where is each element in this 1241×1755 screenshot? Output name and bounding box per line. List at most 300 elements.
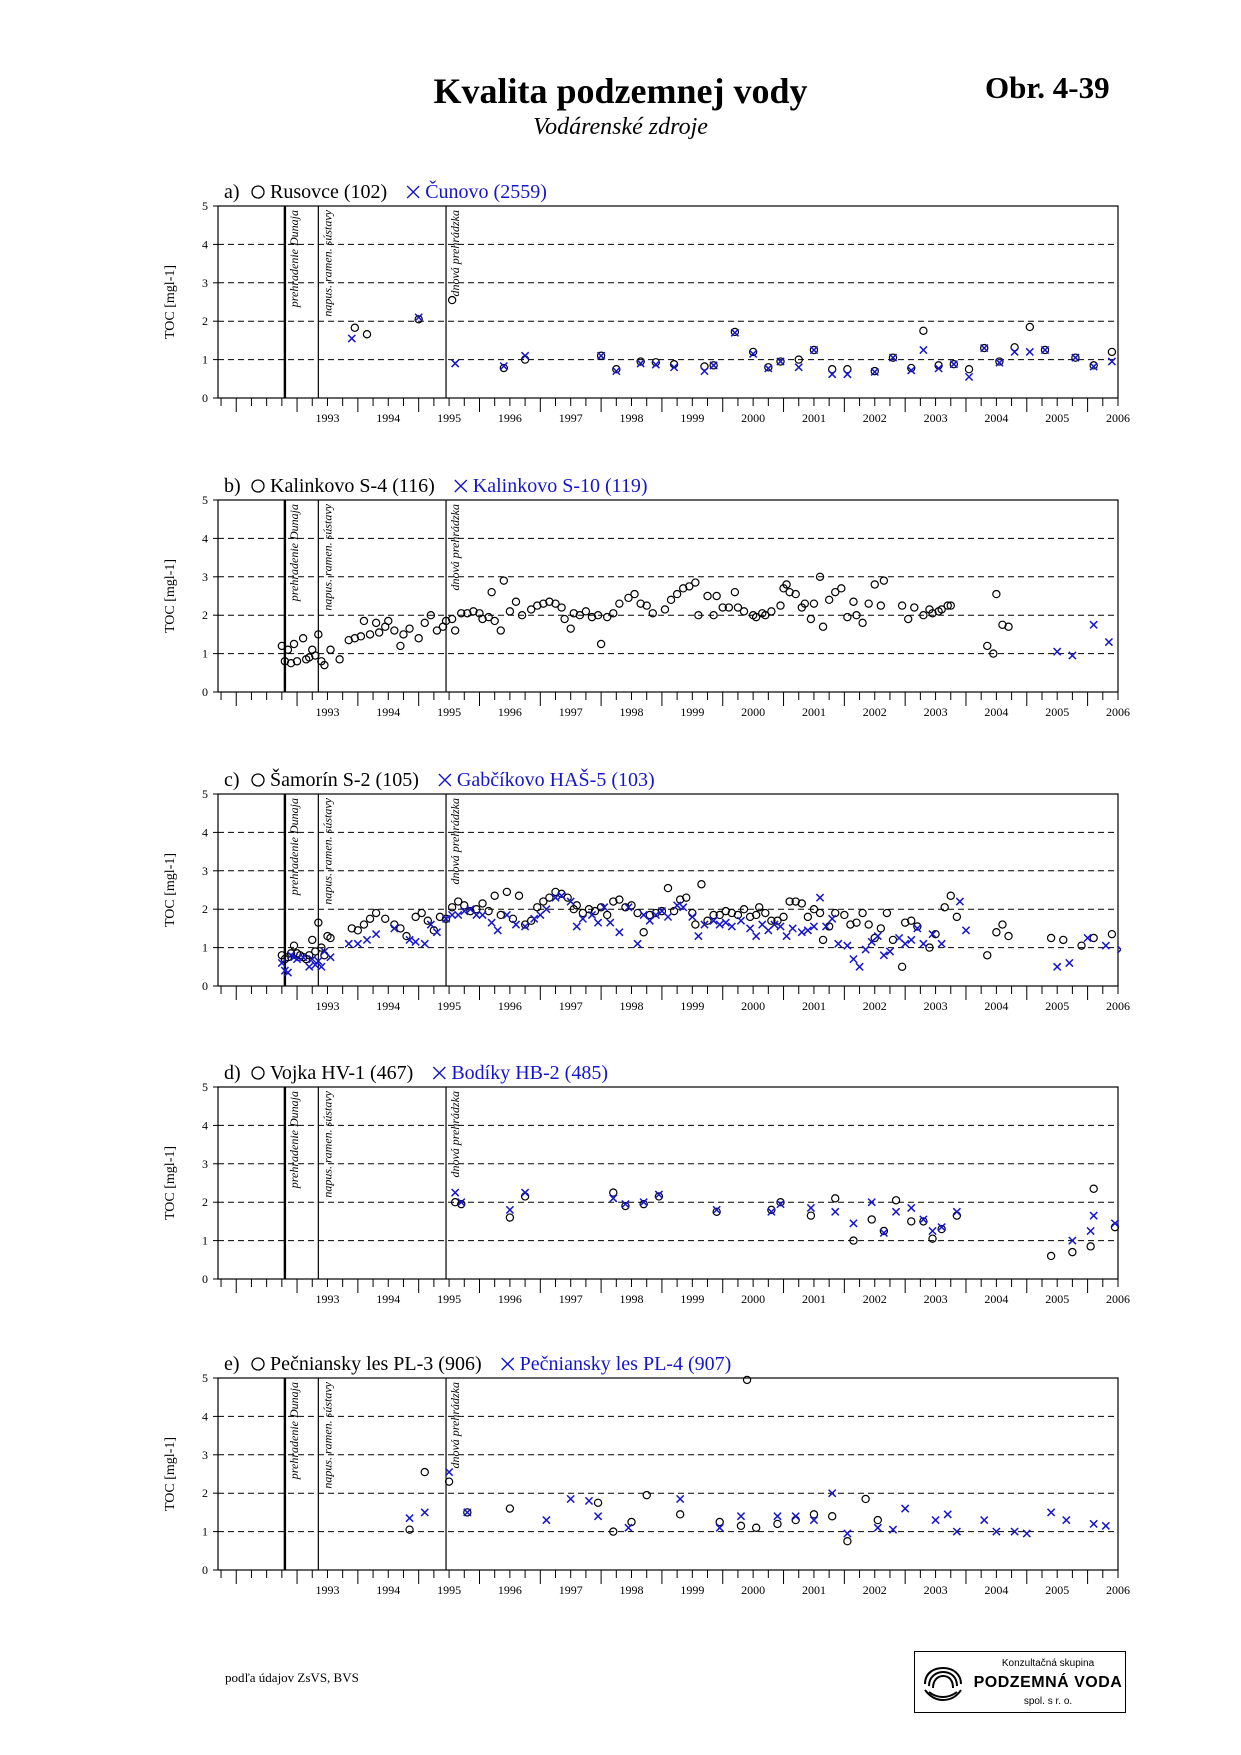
data-point-x [701, 368, 708, 375]
x-tick-label: 2000 [741, 1583, 766, 1597]
data-point-x [1105, 638, 1112, 645]
x-tick-label: 2004 [984, 411, 1009, 425]
data-point-circle [406, 1526, 413, 1533]
data-point-circle [661, 606, 668, 613]
data-point-circle [859, 909, 866, 916]
data-point-circle [677, 1511, 684, 1518]
x-tick-label: 1999 [680, 705, 705, 719]
data-point-x [981, 1516, 988, 1523]
legend-series-1: Vojka HV-1 (467) [270, 1062, 414, 1084]
data-point-circle [500, 577, 507, 584]
x-tick-label: 1999 [680, 1583, 705, 1597]
data-point-circle [774, 1520, 781, 1527]
y-tick-label: 0 [202, 1272, 208, 1286]
x-tick-label: 2003 [923, 705, 948, 719]
data-point-circle [841, 911, 848, 918]
x-tick-label: 2003 [923, 1583, 948, 1597]
logo-wave-icon [921, 1664, 965, 1704]
page-subtitle: Vodárenské zdroje [533, 114, 708, 140]
data-points [278, 573, 1112, 669]
plot-frame [218, 500, 1118, 692]
legend-circle-marker [252, 186, 264, 198]
data-point-circle [400, 631, 407, 638]
data-point-x [789, 925, 796, 932]
data-point-circle [850, 598, 857, 605]
data-point-circle [941, 904, 948, 911]
data-point-x [543, 1516, 550, 1523]
data-point-circle [1048, 1252, 1055, 1259]
y-axis-label: TOC [mgl-1] [163, 558, 178, 634]
x-tick-label: 1994 [376, 1292, 401, 1306]
data-point-x [1072, 354, 1079, 361]
data-point-x [421, 1509, 428, 1516]
data-point-circle [899, 963, 906, 970]
data-point-circle [366, 631, 373, 638]
y-tick-label: 4 [202, 237, 208, 252]
data-point-circle [479, 900, 486, 907]
data-point-circle [792, 1516, 799, 1523]
data-point-x [506, 1206, 513, 1213]
x-tick-label: 1995 [437, 411, 462, 425]
y-axis-label: TOC [mgl-1] [163, 852, 178, 928]
legend-series-2: Bodíky HB-2 (485) [451, 1062, 609, 1084]
data-point-x [1102, 942, 1109, 949]
y-tick-label: 2 [202, 314, 208, 329]
data-point-circle [406, 625, 413, 632]
data-points [406, 1376, 1109, 1544]
x-tick-label: 1996 [497, 1583, 522, 1597]
data-point-circle [1087, 1243, 1094, 1250]
data-point-circle [385, 617, 392, 624]
x-tick-label: 2001 [801, 1583, 826, 1597]
data-point-circle [698, 881, 705, 888]
data-point-x [306, 963, 313, 970]
legend-circle-marker [252, 774, 264, 786]
data-point-circle [1108, 931, 1115, 938]
data-point-x [573, 923, 580, 930]
data-point-circle [561, 615, 568, 622]
plot-frame [218, 1087, 1118, 1279]
data-point-x [1090, 1520, 1097, 1527]
data-point-circle [920, 327, 927, 334]
data-point-x [798, 929, 805, 936]
data-point-x [850, 1220, 857, 1227]
x-tick-label: 1994 [376, 1583, 401, 1597]
data-point-circle [947, 892, 954, 899]
data-point-circle [804, 913, 811, 920]
x-tick-label: 2003 [923, 999, 948, 1013]
data-point-circle [290, 942, 297, 949]
data-point-circle [360, 617, 367, 624]
x-tick-label: 1996 [497, 999, 522, 1013]
data-point-circle [996, 358, 1003, 365]
data-point-circle [844, 1538, 851, 1545]
x-tick-label: 1996 [497, 705, 522, 719]
data-point-x [1023, 1530, 1030, 1537]
data-point-x [488, 919, 495, 926]
data-point-x [695, 932, 702, 939]
data-point-circle [929, 1235, 936, 1242]
data-point-circle [905, 615, 912, 622]
data-point-x [807, 1204, 814, 1211]
data-point-circle [506, 1214, 513, 1221]
x-tick-label: 2002 [862, 1292, 887, 1306]
data-point-circle [503, 888, 510, 895]
data-point-circle [449, 296, 456, 303]
data-point-circle [868, 1216, 875, 1223]
data-point-circle [1078, 942, 1085, 949]
data-point-circle [491, 892, 498, 899]
data-point-circle [336, 656, 343, 663]
y-tick-label: 1 [202, 646, 208, 661]
data-point-x [737, 917, 744, 924]
event-label: prehradenie Dunaja [286, 1382, 301, 1480]
data-point-circle [692, 579, 699, 586]
company-logo [914, 1651, 1126, 1713]
data-point-x [1069, 652, 1076, 659]
data-point-x [594, 1513, 601, 1520]
data-point-x [938, 940, 945, 947]
data-point-x [1011, 348, 1018, 355]
legend-series-2: Pečniansky les PL-4 (907) [519, 1353, 732, 1375]
data-point-circle [756, 904, 763, 911]
data-point-x [455, 911, 462, 918]
legend-circle-marker [252, 480, 264, 492]
x-tick-label: 2005 [1045, 1292, 1070, 1306]
x-tick-label: 1994 [376, 999, 401, 1013]
x-tick-label: 1998 [619, 999, 644, 1013]
y-tick-label: 3 [202, 275, 208, 290]
data-point-x [674, 902, 681, 909]
x-tick-label: 2000 [741, 999, 766, 1013]
x-tick-label: 1993 [315, 411, 340, 425]
data-point-circle [309, 936, 316, 943]
y-tick-label: 2 [202, 902, 208, 917]
data-point-circle [634, 909, 641, 916]
data-point-circle [911, 604, 918, 611]
chart-panel [163, 475, 1130, 719]
x-tick-label: 1997 [558, 1583, 583, 1597]
data-point-circle [859, 619, 866, 626]
legend-x-marker [455, 480, 467, 492]
data-point-x [889, 354, 896, 361]
data-point-circle [753, 1524, 760, 1531]
data-point-circle [1060, 936, 1067, 943]
data-point-x [710, 362, 717, 369]
data-point-circle [373, 619, 380, 626]
data-point-circle [965, 366, 972, 373]
data-point-circle [649, 610, 656, 617]
legend-series-1: Kalinkovo S-4 (116) [270, 475, 435, 497]
data-point-circle [1069, 1249, 1076, 1256]
x-tick-label: 2004 [984, 1292, 1009, 1306]
data-point-circle [674, 590, 681, 597]
legend-series-2: Kalinkovo S-10 (119) [472, 475, 648, 497]
logo-line-2: PODZEMNÁ VODA [973, 1674, 1123, 1691]
event-label: dnová prehrádzka [448, 210, 463, 297]
data-point-x [950, 361, 957, 368]
y-tick-label: 0 [202, 1563, 208, 1577]
data-point-circle [829, 1513, 836, 1520]
data-point-circle [485, 908, 492, 915]
x-tick-label: 1996 [497, 411, 522, 425]
event-label: napus. ramen. sústavy [320, 1091, 335, 1198]
y-tick-label: 1 [202, 352, 208, 367]
data-point-x [1090, 1212, 1097, 1219]
y-tick-label: 2 [202, 1195, 208, 1210]
y-tick-label: 2 [202, 608, 208, 623]
data-point-x [856, 963, 863, 970]
panel-letter: c) [224, 769, 240, 791]
data-point-circle [844, 614, 851, 621]
data-point-x [829, 371, 836, 378]
data-point-circle [506, 1505, 513, 1512]
data-point-x [835, 940, 842, 947]
data-point-x [892, 1208, 899, 1215]
x-tick-label: 2005 [1045, 411, 1070, 425]
x-tick-label: 1997 [558, 1292, 583, 1306]
data-point-circle [768, 608, 775, 615]
data-point-x [932, 1516, 939, 1523]
data-point-x [810, 923, 817, 930]
x-tick-label: 1995 [437, 1583, 462, 1597]
legend-circle-marker [252, 1067, 264, 1079]
data-point-x [348, 335, 355, 342]
x-tick-label: 1993 [315, 1583, 340, 1597]
data-point-circle [391, 627, 398, 634]
x-tick-label: 2006 [1106, 1292, 1130, 1306]
y-tick-label: 2 [202, 1486, 208, 1501]
data-point-circle [290, 640, 297, 647]
data-point-circle [874, 1516, 881, 1523]
y-tick-label: 3 [202, 1156, 208, 1171]
data-point-x [880, 952, 887, 959]
y-tick-label: 0 [202, 685, 208, 699]
data-point-circle [862, 1495, 869, 1502]
x-tick-label: 2004 [984, 1583, 1009, 1597]
data-point-circle [877, 925, 884, 932]
data-point-circle [452, 627, 459, 634]
data-point-x [1063, 1516, 1070, 1523]
data-point-x [521, 1189, 528, 1196]
data-point-x [1108, 358, 1115, 365]
legend-circle-marker [252, 1358, 264, 1370]
x-tick-label: 2006 [1106, 705, 1130, 719]
data-point-x [354, 940, 361, 947]
data-point-circle [1108, 348, 1115, 355]
data-point-circle [731, 589, 738, 596]
x-tick-label: 2001 [801, 999, 826, 1013]
data-point-x [406, 1515, 413, 1522]
x-tick-label: 1998 [619, 705, 644, 719]
data-point-circle [515, 892, 522, 899]
data-point-x [920, 940, 927, 947]
x-tick-label: 2005 [1045, 1583, 1070, 1597]
data-point-x [844, 942, 851, 949]
x-tick-label: 1999 [680, 999, 705, 1013]
data-points [452, 1185, 1119, 1259]
data-point-circle [1090, 1185, 1097, 1192]
chart-panel [163, 767, 1130, 1013]
legend-x-marker [407, 186, 419, 198]
x-tick-label: 1993 [315, 1292, 340, 1306]
data-point-circle [497, 627, 504, 634]
data-point-circle [610, 610, 617, 617]
data-point-x [625, 1524, 632, 1531]
data-point-x [829, 915, 836, 922]
data-point-x [634, 940, 641, 947]
data-point-x [1054, 963, 1061, 970]
data-point-circle [604, 911, 611, 918]
data-point-circle [780, 913, 787, 920]
data-point-x [953, 1208, 960, 1215]
data-point-circle [889, 936, 896, 943]
data-point-x [452, 1189, 459, 1196]
data-point-circle [415, 635, 422, 642]
data-point-x [746, 925, 753, 932]
data-point-x [680, 904, 687, 911]
logo-line-3: spol. s r. o. [1023, 1696, 1073, 1707]
y-axis-label: TOC [mgl-1] [163, 1145, 178, 1221]
data-point-circle [993, 929, 1000, 936]
x-tick-label: 1997 [558, 705, 583, 719]
data-point-circle [883, 909, 890, 916]
y-tick-label: 0 [202, 391, 208, 405]
data-point-x [850, 956, 857, 963]
panel-letter: b) [224, 475, 241, 497]
event-label: prehradenie Dunaja [286, 1091, 301, 1189]
event-label: dnová prehrádzka [448, 504, 463, 591]
data-point-circle [373, 909, 380, 916]
data-points [278, 881, 1124, 977]
y-tick-label: 0 [202, 979, 208, 993]
data-point-circle [664, 884, 671, 891]
y-tick-label: 3 [202, 863, 208, 878]
data-point-x [345, 940, 352, 947]
data-point-circle [421, 619, 428, 626]
data-point-x [944, 1511, 951, 1518]
y-tick-label: 1 [202, 1233, 208, 1248]
event-label: prehradenie Dunaja [286, 504, 301, 602]
legend-x-marker [433, 1067, 445, 1079]
x-tick-label: 2002 [862, 411, 887, 425]
data-point-x [804, 927, 811, 934]
data-point-circle [984, 952, 991, 959]
data-point-circle [953, 913, 960, 920]
data-point-circle [689, 909, 696, 916]
x-tick-label: 1999 [680, 1292, 705, 1306]
data-point-circle [953, 1212, 960, 1219]
y-tick-label: 5 [202, 787, 208, 801]
data-point-x [777, 358, 784, 365]
legend-series-1: Rusovce (102) [270, 181, 388, 203]
x-tick-label: 1993 [315, 705, 340, 719]
y-tick-label: 3 [202, 569, 208, 584]
data-point-circle [421, 1468, 428, 1475]
data-point-circle [810, 600, 817, 607]
data-point-x [521, 352, 528, 359]
x-tick-label: 1995 [437, 705, 462, 719]
x-tick-label: 1997 [558, 411, 583, 425]
x-tick-label: 2005 [1045, 705, 1070, 719]
data-point-x [753, 932, 760, 939]
data-point-x [737, 1513, 744, 1520]
data-point-x [1026, 348, 1033, 355]
data-point-circle [643, 1492, 650, 1499]
data-point-x [594, 919, 601, 926]
x-tick-label: 1995 [437, 999, 462, 1013]
data-point-circle [1090, 362, 1097, 369]
y-tick-label: 5 [202, 493, 208, 507]
data-point-circle [816, 909, 823, 916]
data-point-x [965, 373, 972, 380]
data-point-circle [363, 331, 370, 338]
data-point-x [567, 1495, 574, 1502]
event-label: napus. ramen. sústavy [320, 210, 335, 317]
data-point-circle [582, 608, 589, 615]
data-point-x [844, 1530, 851, 1537]
data-point-x [664, 913, 671, 920]
plot-frame [218, 794, 1118, 986]
panel-letter: a) [224, 181, 240, 203]
y-tick-label: 1 [202, 1524, 208, 1539]
data-point-x [1054, 648, 1061, 655]
data-point-circle [880, 577, 887, 584]
data-point-circle [667, 596, 674, 603]
data-point-circle [826, 596, 833, 603]
data-point-circle [807, 1212, 814, 1219]
data-points [348, 296, 1115, 380]
data-point-circle [327, 646, 334, 653]
y-tick-label: 5 [202, 1371, 208, 1385]
x-tick-label: 2001 [801, 1292, 826, 1306]
data-point-x [1090, 621, 1097, 628]
event-label: napus. ramen. sústavy [320, 798, 335, 905]
data-point-x [783, 932, 790, 939]
y-tick-label: 4 [202, 1118, 208, 1133]
data-point-x [1066, 959, 1073, 966]
data-point-x [902, 1505, 909, 1512]
event-label: dnová prehrádzka [448, 1382, 463, 1469]
data-point-x [908, 1204, 915, 1211]
y-tick-label: 4 [202, 1409, 208, 1424]
data-point-x [1041, 346, 1048, 353]
data-point-circle [762, 909, 769, 916]
x-tick-label: 2004 [984, 705, 1009, 719]
data-point-x [722, 919, 729, 926]
source-note: podľa údajov ZsVS, BVS [225, 1670, 359, 1685]
x-tick-label: 2002 [862, 1583, 887, 1597]
data-point-circle [765, 364, 772, 371]
data-point-circle [488, 589, 495, 596]
x-tick-label: 1993 [315, 999, 340, 1013]
data-point-circle [631, 590, 638, 597]
data-point-circle [993, 590, 1000, 597]
data-point-x [464, 1509, 471, 1516]
data-point-circle [877, 602, 884, 609]
x-tick-label: 2004 [984, 999, 1009, 1013]
data-point-x [607, 919, 614, 926]
x-tick-label: 2003 [923, 1292, 948, 1306]
data-point-x [598, 352, 605, 359]
data-point-x [862, 946, 869, 953]
x-tick-label: 2002 [862, 705, 887, 719]
data-point-x [920, 346, 927, 353]
data-point-circle [300, 635, 307, 642]
data-point-circle [512, 598, 519, 605]
legend-series-2: Čunovo (2559) [425, 181, 547, 203]
legend-x-marker [439, 774, 451, 786]
